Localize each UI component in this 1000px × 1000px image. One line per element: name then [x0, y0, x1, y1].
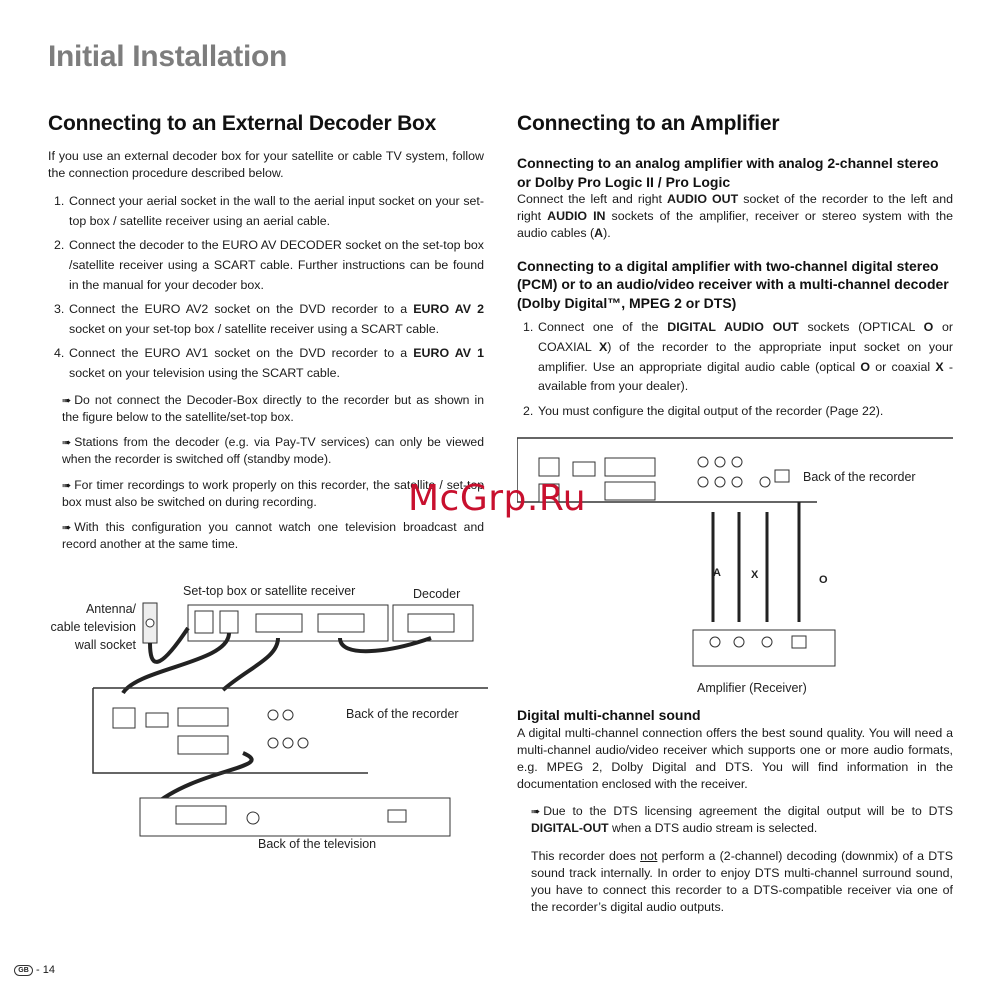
audio-socket-icon	[268, 738, 278, 748]
hdmi-socket	[388, 810, 406, 822]
aerial-socket	[539, 458, 559, 476]
label-o: O	[819, 574, 828, 586]
multichannel-text: A digital multi-channel connection offers the best sound quality. You will need a multi-channel audio/video receiver which supports one or more audio formats, e.g. MPEG 2, Dolby Digital and DTS. You will find information in the documentation enclosed with the receiver.	[517, 725, 953, 791]
list-item	[48, 236, 484, 295]
list-item	[48, 344, 484, 383]
optical-socket	[775, 470, 789, 482]
list-item	[48, 300, 484, 339]
label-decoder: Decoder	[413, 587, 461, 601]
subsection-analog-title: Connecting to an analog amplifier with analog 2-channel stereo or Dolby Pro Logic II / Pro Logic	[517, 155, 939, 190]
optical-socket	[792, 636, 806, 648]
amplifier-connection-diagram	[517, 432, 957, 700]
step-number: 1.	[54, 194, 65, 209]
audio-socket-icon	[698, 457, 708, 467]
page-footer	[14, 964, 55, 976]
label-recorder: Back of the recorder	[803, 470, 916, 484]
arrow-right-icon: ➠	[62, 479, 72, 492]
label-settop-box: Set-top box or satellite receiver	[183, 584, 356, 598]
step-number: 3.	[54, 302, 65, 317]
decoder-steps	[48, 192, 484, 383]
label-a: A	[713, 567, 721, 579]
section-title-decoder: Connecting to an External Decoder Box	[48, 112, 437, 135]
audio-socket-icon	[710, 637, 720, 647]
analog-text: Connect the left and right AUDIO OUT socket of the recorder to the left and right AUDIO IN sockets of the amplifier, receiver or stereo system with the audio cables (A).	[517, 192, 954, 241]
aerial-out-socket	[220, 611, 238, 633]
audio-socket-icon	[715, 477, 725, 487]
hdmi-socket	[146, 713, 168, 727]
label-x: X	[751, 569, 759, 581]
scart-socket	[318, 614, 364, 632]
page-title: Initial Installation	[48, 40, 288, 73]
scart-socket	[178, 736, 228, 754]
coaxial-socket-icon	[762, 637, 772, 647]
list-item	[517, 318, 953, 396]
right-lower	[517, 706, 953, 916]
audio-socket-icon	[268, 710, 278, 720]
note: ➠ Do not connect the Decoder-Box directly to the recorder but as shown in the figure below to the satellite/set-top box.	[62, 392, 484, 424]
step-number: 2.	[523, 403, 534, 418]
audio-socket-icon	[283, 710, 293, 720]
audio-socket-icon	[732, 477, 742, 487]
note: ➠ With this configuration you cannot watch one television broadcast and record another at the same time.	[62, 519, 484, 552]
scart-socket	[256, 614, 302, 632]
decoder-connection-diagram	[48, 578, 488, 858]
svideo-socket-icon	[247, 812, 259, 824]
audio-socket-icon	[732, 457, 742, 467]
downmix-text: This recorder does not perform a (2-channel) decoding (downmix) of a DTS sound track internally. In order to enjoy DTS multi-channel surround sound, you have to connect this recorder to a DTS-compatible receiver via one of the recorder’s digital audio outputs.	[531, 848, 953, 914]
audio-socket-icon	[698, 477, 708, 487]
arrow-right-icon: ➠	[531, 806, 541, 819]
aerial-socket	[113, 708, 135, 728]
scart-socket	[408, 614, 454, 632]
list-item	[48, 192, 484, 231]
step-text: Connect the EURO AV2 socket on the DVD recorder to a EURO AV 2 socket on your set-top box / satellite receiver using a SCART cable.	[69, 302, 484, 336]
aerial-in-socket	[195, 611, 213, 633]
label-antenna: Antenna/	[85, 602, 136, 616]
label-amplifier: Amplifier (Receiver)	[697, 681, 807, 695]
scart-socket	[605, 458, 655, 476]
step-text: Connect your aerial socket in the wall to the aerial input socket on your set-top box / satellite receiver using an aerial cable.	[69, 194, 484, 228]
hdmi-socket	[573, 462, 595, 476]
step-number: 4.	[54, 346, 65, 361]
scart-socket	[605, 482, 655, 500]
audio-socket-icon	[283, 738, 293, 748]
label-antenna: wall socket	[74, 638, 136, 652]
scart-cable	[223, 638, 278, 690]
step-text: Connect the EURO AV1 socket on the DVD recorder to a EURO AV 1 socket on your television using the SCART cable.	[69, 346, 484, 380]
scart-socket	[176, 806, 226, 824]
note: ➠ Stations from the decoder (e.g. via Pay-TV services) can only be viewed when the recorder is switched off (standby mode).	[62, 435, 484, 467]
decoder-intro: If you use an external decoder box for your satellite or cable TV system, follow the connection procedure described below.	[48, 149, 484, 181]
list-item	[517, 402, 953, 422]
subsection-multichannel-title: Digital multi-channel sound	[517, 707, 701, 723]
aerial-socket-icon	[146, 619, 154, 627]
arrow-right-icon: ➠	[62, 437, 72, 450]
note: ➠ For timer recordings to work properly on this recorder, the satellite / set-top box must also be switched on during recording.	[62, 477, 484, 509]
scart-socket	[178, 708, 228, 726]
step-number: 1.	[523, 320, 534, 335]
amplifier-back	[693, 630, 835, 666]
country-badge: GB	[14, 965, 33, 976]
step-text: Connect one of the DIGITAL AUDIO OUT sockets (OPTICAL O or COAXIAL X) of the recorder to the appropriate input socket on your amplifier. Use an appropriate digital audio cable (optical O or coaxial X - available from your dealer).	[538, 320, 953, 394]
right-column	[517, 112, 953, 426]
section-title-amplifier: Connecting to an Amplifier	[517, 112, 780, 135]
arrow-right-icon: ➠	[62, 394, 72, 407]
coaxial-socket-icon	[760, 477, 770, 487]
label-antenna: cable television	[50, 620, 136, 634]
step-number: 2.	[54, 238, 65, 253]
label-television: Back of the television	[258, 837, 377, 851]
label-recorder: Back of the recorder	[346, 707, 459, 721]
audio-socket-icon	[734, 637, 744, 647]
note: ➠ Due to the DTS licensing agreement the digital output will be to DTS DIGITAL-OUT when a DTS audio stream is selected.	[531, 804, 953, 836]
digital-steps	[517, 318, 953, 421]
arrow-right-icon: ➠	[62, 521, 72, 534]
watermark: McGrp.Ru	[408, 478, 587, 519]
page-number: - 14	[36, 964, 55, 976]
step-text: You must configure the digital output of the recorder (Page 22).	[538, 403, 884, 418]
audio-socket-icon	[715, 457, 725, 467]
recorder-body	[93, 688, 488, 773]
audio-socket-icon	[298, 738, 308, 748]
step-text: Connect the decoder to the EURO AV DECODER socket on the set-top box /satellite receiver using a SCART cable. Further instructions can be found in the manual for your decoder box.	[69, 238, 484, 292]
subsection-digital-title: Connecting to a digital amplifier with two-channel digital stereo (PCM) or to an audio/video receiver with a multi-channel decoder (Dolby Digital™, MPEG 2 or DTS)	[517, 257, 949, 311]
